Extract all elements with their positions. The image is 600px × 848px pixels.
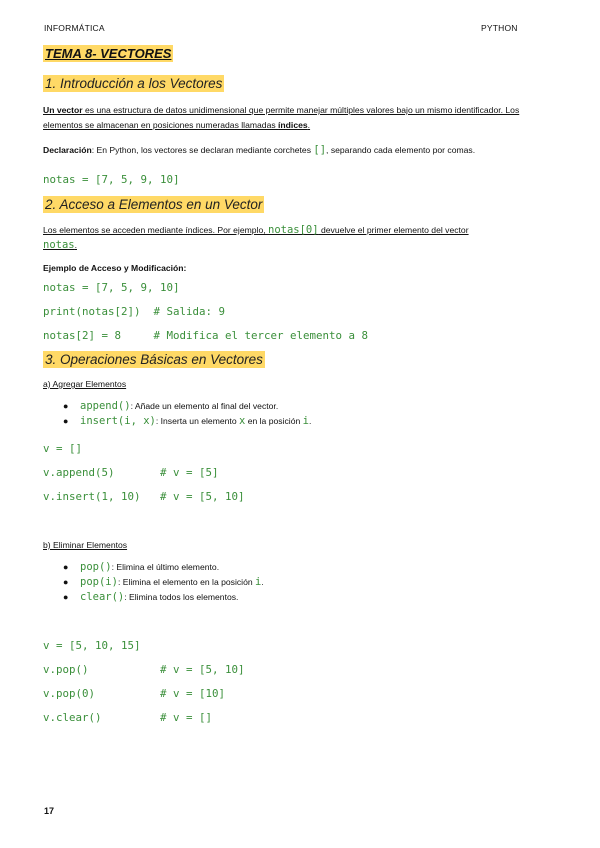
example-label: Ejemplo de Acceso y Modificación: bbox=[43, 263, 187, 273]
list-item: ● pop(): Elimina el último elemento. bbox=[63, 561, 220, 573]
code-line: v.pop(0) # v = [10] bbox=[43, 687, 226, 700]
remove-methods-list bbox=[43, 560, 558, 605]
code-line: v.insert(1, 10) # v = [5, 10] bbox=[43, 490, 245, 503]
section-2-heading: 2. Acceso a Elementos en un Vector bbox=[45, 197, 263, 212]
code-line: notas[2] = 8 # Modifica el tercer elemento a 8 bbox=[43, 329, 369, 342]
subsection-a-label: a) Agregar Elementos bbox=[43, 379, 127, 389]
header-topic: PYTHON bbox=[481, 23, 518, 33]
vector-name-code: notas bbox=[43, 239, 75, 251]
section-3-heading: 3. Operaciones Básicas en Vectores bbox=[45, 352, 263, 367]
list-item: ● insert(i, x): Inserta un elemento x en la posición i. bbox=[63, 415, 312, 427]
document-body bbox=[43, 44, 558, 730]
section-1-heading: 1. Introducción a los Vectores bbox=[45, 76, 223, 91]
page-number: 17 bbox=[44, 806, 55, 816]
bullet-icon: ● bbox=[63, 562, 69, 572]
code-line: v = [5, 10, 15] bbox=[43, 639, 141, 652]
brackets-code: [] bbox=[313, 144, 327, 156]
code-line: v.pop() # v = [5, 10] bbox=[43, 663, 245, 676]
intro-term-indices: índices bbox=[278, 120, 308, 130]
access-paragraph: Los elementos se acceden mediante índices. Por ejemplo, notas[0] devuelve el primer elemento del vector notas. bbox=[43, 224, 469, 251]
intro-term: Un vector bbox=[43, 105, 83, 115]
title-row bbox=[43, 44, 558, 63]
header-subject: INFORMÁTICA bbox=[44, 23, 105, 33]
code-line: v.clear() # v = [] bbox=[43, 711, 213, 724]
subsection-b-label: b) Eliminar Elementos bbox=[43, 540, 128, 550]
add-methods-list bbox=[43, 399, 558, 429]
list-item: ● clear(): Elimina todos los elementos. bbox=[63, 591, 239, 603]
list-item: ● pop(i): Elimina el elemento en la posición i. bbox=[63, 576, 264, 588]
intro-paragraph: Un vector es una estructura de datos unidimensional que permite manejar múltiples valores bajo un mismo identificador. Los elementos se almacenan en posiciones numeradas llamadas índices. bbox=[43, 105, 520, 130]
bullet-icon: ● bbox=[63, 577, 69, 587]
code-line: print(notas[2]) # Salida: 9 bbox=[43, 305, 226, 318]
declaration-paragraph: Declaración: En Python, los vectores se declaran mediante corchetes [], separando cada elemento por comas. bbox=[43, 144, 476, 156]
list-item: ● append(): Añade un elemento al final del vector. bbox=[63, 400, 279, 412]
document-title: TEMA 8- VECTORES bbox=[45, 46, 172, 61]
bullet-icon: ● bbox=[63, 416, 69, 426]
code-line: v = [] bbox=[43, 442, 83, 455]
bullet-icon: ● bbox=[63, 401, 69, 411]
code-line: notas = [7, 5, 9, 10] bbox=[43, 281, 180, 294]
index-code: notas[0] bbox=[268, 224, 319, 236]
code-line: v.append(5) # v = [5] bbox=[43, 466, 219, 479]
code-line: notas = [7, 5, 9, 10] bbox=[43, 173, 180, 186]
bullet-icon: ● bbox=[63, 592, 69, 602]
